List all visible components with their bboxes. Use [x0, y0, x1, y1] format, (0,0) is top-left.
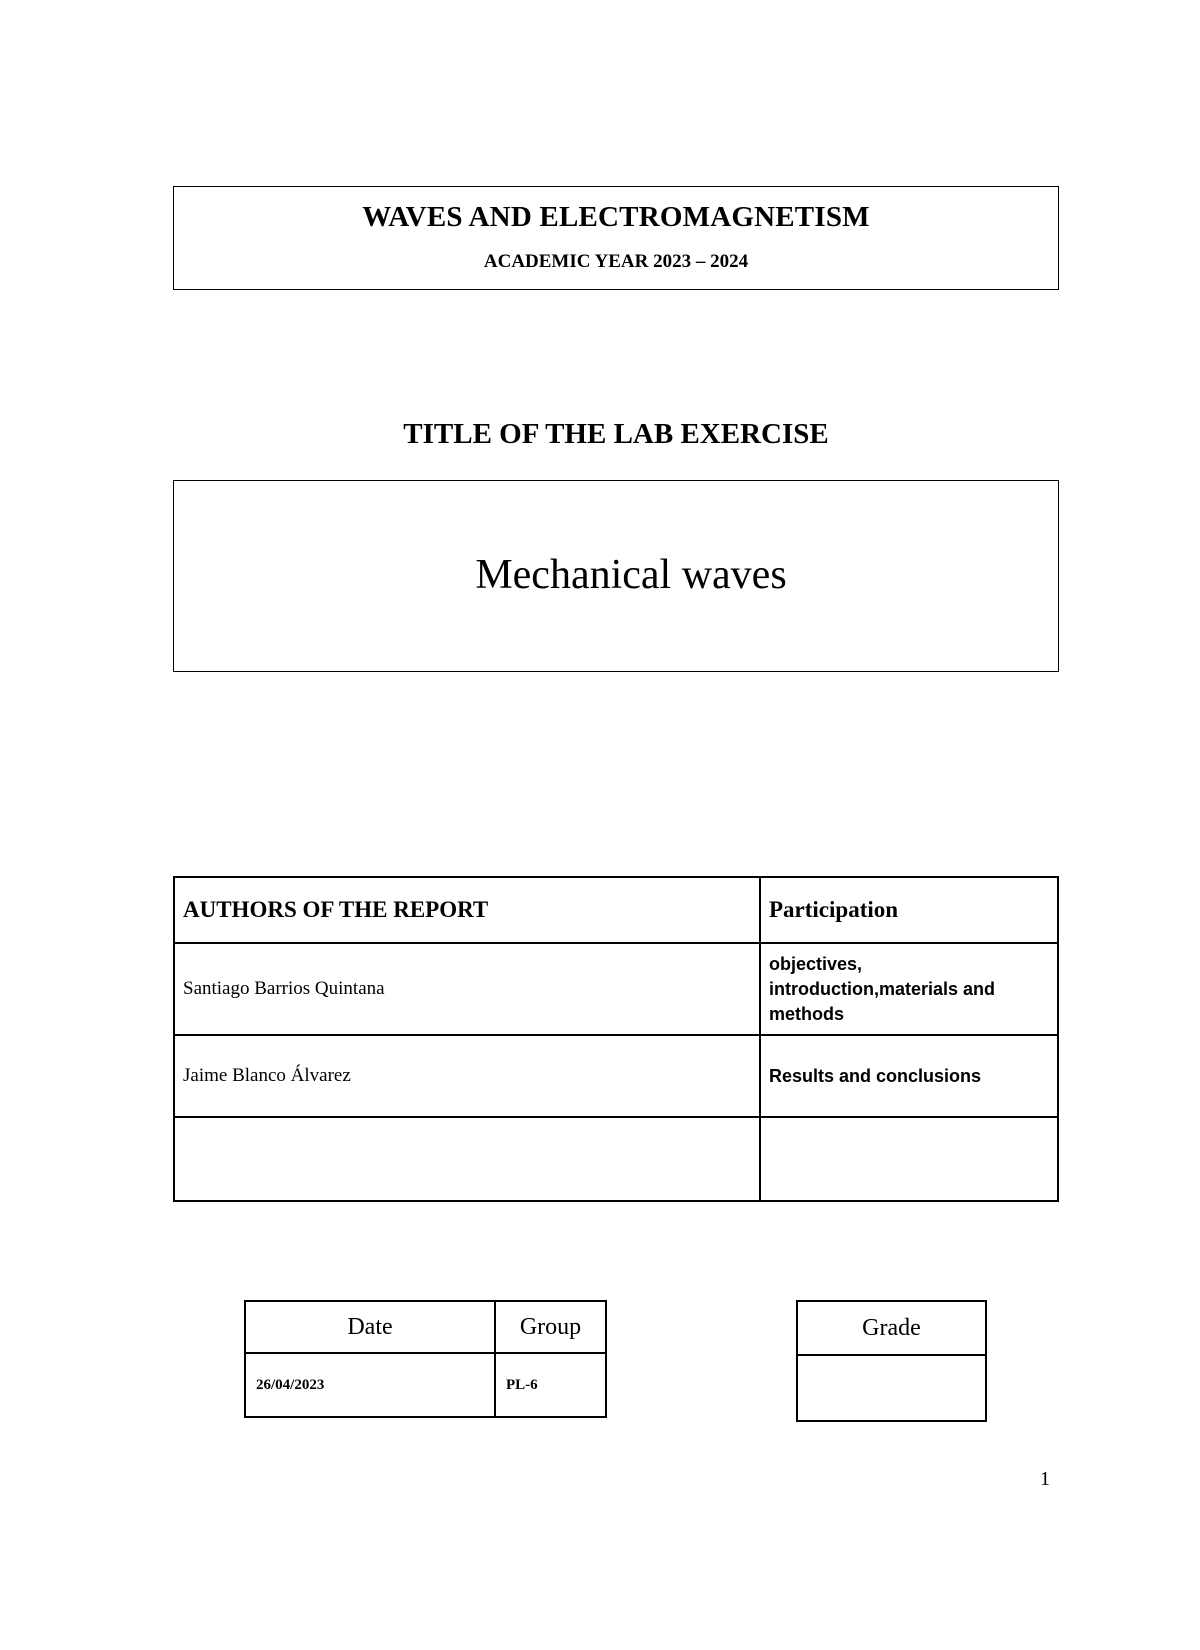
table-row: [797, 1355, 986, 1421]
table-header-row: [797, 1301, 986, 1355]
table-header-row: [245, 1301, 606, 1353]
grade-table: [796, 1300, 987, 1422]
course-header-box: [173, 186, 1059, 290]
exercise-title: Mechanical waves: [475, 552, 787, 598]
exercise-title-box: [173, 480, 1059, 672]
table-header-row: [174, 877, 1058, 943]
author-name: [174, 1117, 760, 1201]
table-row: [245, 1353, 606, 1417]
table-row: [174, 1035, 1058, 1117]
group-value: PL-6: [495, 1353, 606, 1417]
authors-table: [173, 876, 1059, 1202]
table-row: [174, 943, 1058, 1035]
author-name: Jaime Blanco Álvarez: [174, 1035, 760, 1117]
academic-year: ACADEMIC YEAR 2023 – 2024: [483, 251, 749, 272]
group-label: Group: [495, 1301, 606, 1353]
table-row: [174, 1117, 1058, 1201]
exercise-heading: TITLE OF THE LAB EXERCISE: [403, 418, 829, 450]
authors-header: AUTHORS OF THE REPORT: [174, 877, 760, 943]
date-label: Date: [245, 1301, 495, 1353]
date-value: 26/04/2023: [245, 1353, 495, 1417]
grade-value: [797, 1355, 986, 1421]
grade-label: Grade: [797, 1301, 986, 1355]
date-group-table: [244, 1300, 607, 1418]
page-number: 1: [1040, 1468, 1050, 1490]
course-title: WAVES AND ELECTROMAGNETISM: [362, 201, 870, 233]
participation-header: Participation: [760, 877, 1058, 943]
author-name: Santiago Barrios Quintana: [174, 943, 760, 1035]
author-participation: Results and conclusions: [760, 1035, 1058, 1117]
author-participation: objectives, introduction,materials and methods: [760, 943, 1058, 1035]
author-participation: [760, 1117, 1058, 1201]
